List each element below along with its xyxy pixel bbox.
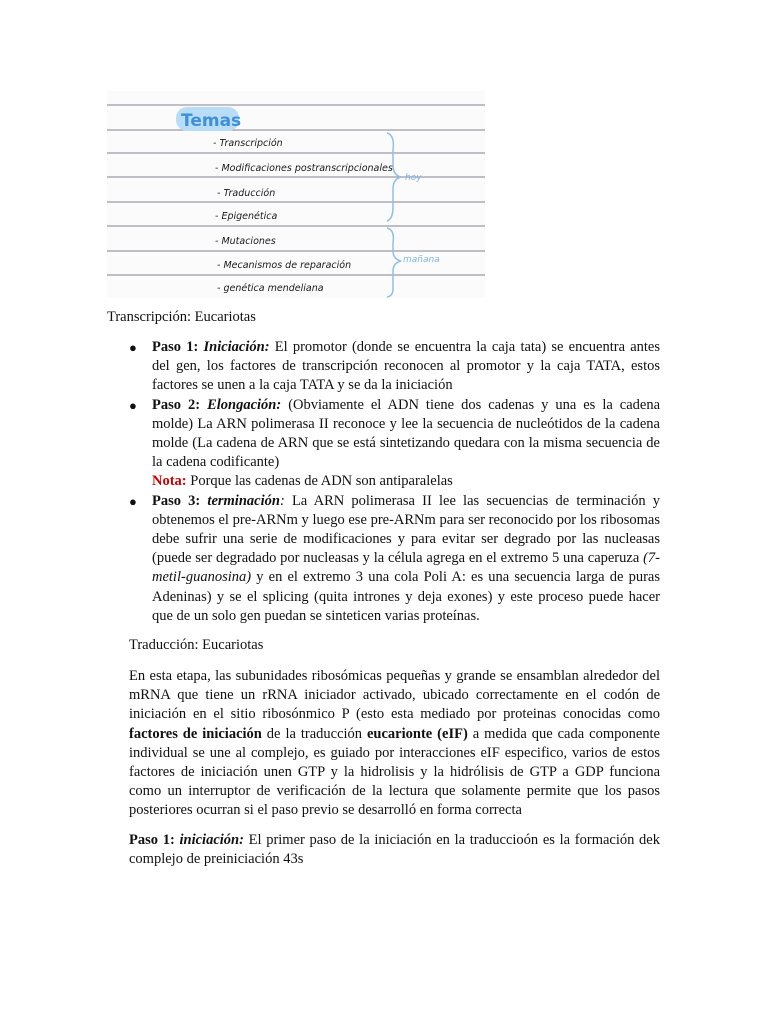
step-text: (Obviamente el ADN tiene dos cadenas y una es la cadena molde) La ARN polimerasa II reconoce y lee la secuencia de nucleótidos de la cadena molde (La cadena de ARN que se está sintetizando quedara con la misma secuencia de la cadena codificante) bbox=[152, 396, 661, 471]
step-label: Paso 1: bbox=[129, 832, 175, 848]
bullet-icon: ● bbox=[129, 340, 137, 355]
notebook-item: - Traducción bbox=[217, 188, 276, 199]
notebook-item: - Mutaciones bbox=[215, 236, 276, 247]
notebook-image bbox=[107, 91, 485, 298]
notebook-item: - Mecanismos de reparación bbox=[217, 260, 352, 271]
step-label: Paso 3: bbox=[152, 492, 201, 509]
list-item bbox=[129, 338, 660, 396]
note-text: Porque las cadenas de ADN son antiparalelas bbox=[186, 473, 453, 490]
notebook-item: - Modificaciones postranscripcionales bbox=[215, 163, 393, 174]
section-title-traduccion: Traducción: Eucariotas bbox=[129, 637, 264, 653]
transcription-steps-list bbox=[129, 338, 660, 626]
label-today: hoy bbox=[405, 173, 422, 183]
list-item bbox=[129, 396, 660, 492]
notebook-item: - Transcripción bbox=[213, 138, 283, 149]
bullet-icon: ● bbox=[129, 397, 137, 413]
step-label: Paso 1: bbox=[152, 339, 199, 355]
label-tomorrow: mañana bbox=[403, 255, 440, 265]
list-item bbox=[129, 492, 660, 626]
step-name: Elongación: bbox=[207, 396, 282, 413]
paragraph-traduccion bbox=[129, 667, 660, 821]
step-colon: : bbox=[279, 492, 285, 509]
step-name: Iniciación: bbox=[203, 339, 270, 355]
step-text: La ARN polimerasa II lee las secuencias de terminación y obtenemos el pre-ARNm y luego ese pre-ARNm para ser reconocido por los ribosomas debe sufrir una serie de modificaciones y para evitar ser degrado por las nucleasas (puede ser degradado por nucleasas y la célula agrega en el extremo 5 una caperuza bbox=[152, 492, 660, 567]
paragraph-paso1 bbox=[129, 831, 660, 869]
step-name: iniciación: bbox=[179, 832, 244, 848]
step-label: Paso 2: bbox=[152, 396, 201, 413]
paragraph-bold: eucarionte (eIF) bbox=[367, 725, 468, 742]
step-text: El primer paso de la iniciación en la traduccioón es la formación dek complejo de preiniciación 43s bbox=[129, 832, 660, 868]
bullet-icon: ● bbox=[129, 493, 137, 509]
step-text: El promotor (donde se encuentra la caja tata) se encuentra antes del gen, los factores de transcripción reconocen al promotor y la caja TATA, estos factores se unen a la caja TATA y se da la iniciación bbox=[152, 339, 660, 394]
notebook-title: Temas bbox=[181, 111, 242, 131]
note-label: Nota: bbox=[152, 473, 187, 490]
notebook-item: - Epigenética bbox=[215, 211, 278, 222]
section-title-transcripcion: Transcripción: Eucariotas bbox=[107, 309, 256, 325]
step-text-end: y en el extremo 3 una cola Poli A: es una secuencia larga de puras Adeninas) y se el splicing (quita intrones y deja exones) y este proceso puede hacer que de un solo gen puedan se sinteticen varias proteínas. bbox=[152, 569, 660, 624]
step-name: terminación bbox=[207, 492, 280, 509]
notebook-item: - genética mendeliana bbox=[217, 283, 324, 294]
paragraph-text: En esta etapa, las subunidades ribosómicas pequeñas y grande se ensamblan alrededor del mRNA que tiene un rRNA iniciador activado, ubicado correctamente en el codón de iniciación en el sitio ribosónmico P (esto esta mediado por proteinas conocidas como bbox=[129, 668, 660, 723]
paragraph-text: de la traducción bbox=[261, 725, 367, 742]
paragraph-text: a medida que cada componente individual se une al complejo, es guiado por interacciones eIF especifico, varios de estos factores de iniciación unen GTP y la hidrolisis y la hidrólisis de GTP a GDP funciona como un interruptor de verificación de la lectura que solamente permite que los pasos posteriores ocurran si el paso previo se desarrolló en forma correcta bbox=[129, 725, 660, 819]
step-italic: (7-metil-guanosina) bbox=[152, 550, 660, 586]
paragraph-bold: factores de iniciación bbox=[129, 725, 262, 742]
